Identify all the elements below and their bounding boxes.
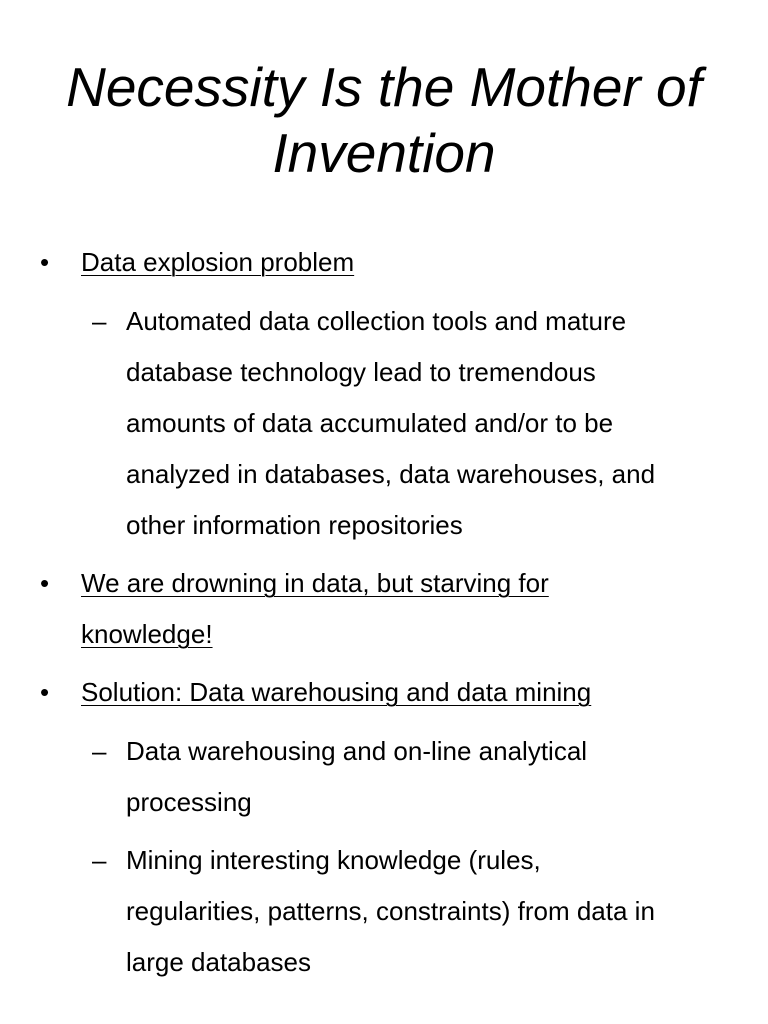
slide-title-line: Necessity Is the Mother of: [66, 56, 702, 118]
bullet-icon: •: [40, 677, 50, 707]
list-item-line: Automated data collection tools and mature: [126, 306, 627, 336]
dash-icon: –: [92, 845, 107, 875]
list-item-text: [81, 667, 591, 718]
list-item-line: We are drowning in data, but starving for: [81, 568, 549, 598]
bullet-icon: •: [40, 247, 50, 277]
slide-title-line: Invention: [272, 122, 496, 184]
list-item-line: knowledge!: [81, 619, 213, 649]
dash-icon: –: [92, 736, 107, 766]
list-item-line: Solution: Data warehousing and data mining: [81, 677, 592, 707]
slide-title: [20, 54, 748, 186]
list-item-text: [81, 237, 354, 288]
list-item-line: Data explosion problem: [81, 247, 355, 277]
list-item-text: [126, 835, 655, 988]
list-item-line: processing: [126, 787, 252, 817]
list-item-text: [126, 726, 587, 828]
list-item-line: Data warehousing and on-line analytical: [126, 736, 588, 766]
dash-icon: –: [92, 306, 107, 336]
list-item-line: regularities, patterns, constraints) from data in: [126, 896, 655, 926]
list-item-line: amounts of data accumulated and/or to be: [126, 408, 614, 438]
list-item-line: large databases: [126, 947, 312, 977]
bullet-icon: •: [40, 568, 50, 598]
list-item-line: analyzed in databases, data warehouses, and: [126, 459, 656, 489]
list-item-text: [126, 296, 655, 551]
list-item-line: other information repositories: [126, 510, 463, 540]
list-item-line: database technology lead to tremendous: [126, 357, 596, 387]
list-item-text: [81, 558, 549, 660]
list-item-line: Mining interesting knowledge (rules,: [126, 845, 541, 875]
